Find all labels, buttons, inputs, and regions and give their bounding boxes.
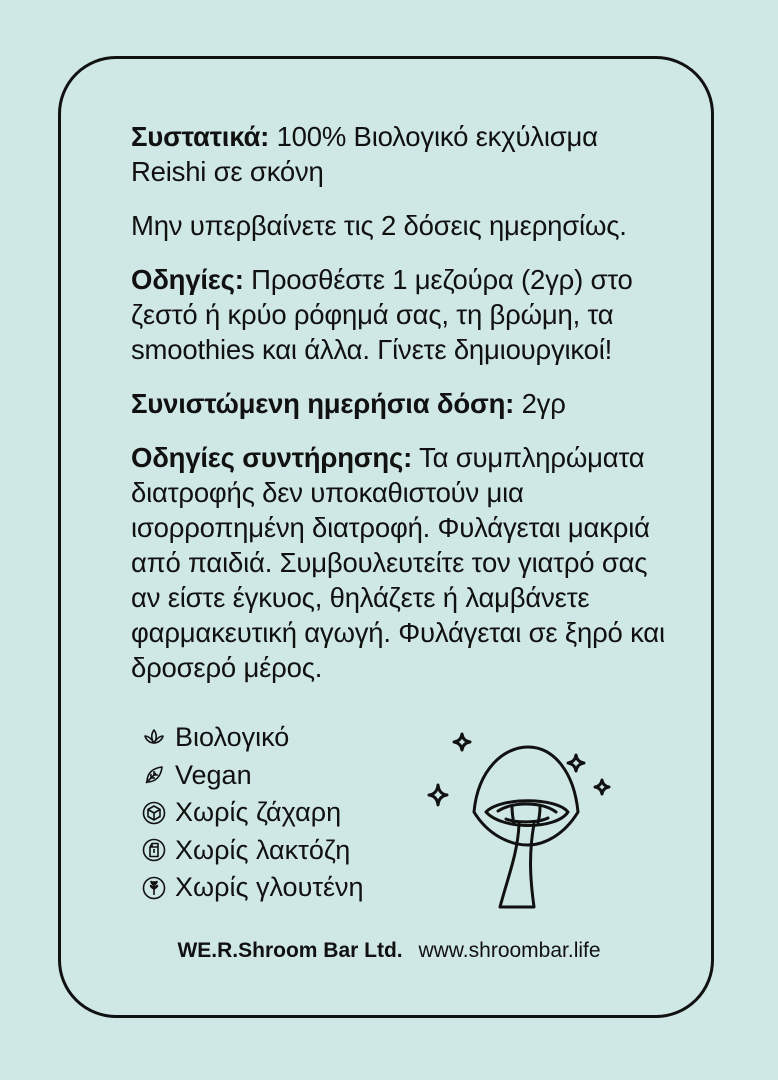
wheat-icon xyxy=(139,873,169,903)
instructions-text: Προσθέστε 1 μεζούρα (2γρ) στο ζεστό ή κρύο ρόφημά σας, τη βρώμη, τα smoothies και άλλα. Γίνετε δημιουργικοί! xyxy=(131,264,633,365)
milk-carton-icon xyxy=(139,835,169,865)
feature-label: Βιολογικό xyxy=(175,722,290,752)
daily-dose-paragraph xyxy=(131,386,671,421)
daily-dose-label: Συνιστώμενη ημερήσια δόση: xyxy=(131,388,515,419)
dosage-warning-paragraph xyxy=(131,208,671,243)
storage-paragraph xyxy=(131,440,671,685)
features-list xyxy=(139,719,364,907)
feature-label: Χωρίς λακτόζη xyxy=(175,834,351,865)
daily-dose-text: 2γρ xyxy=(514,388,566,419)
feature-gluten-free xyxy=(139,869,364,907)
feature-organic xyxy=(139,719,364,757)
feature-label: Χωρίς γλουτένη xyxy=(175,872,364,902)
storage-text: Τα συμπληρώματα διατροφής δεν υποκαθιστούν μια ισορροπημένη διατροφή. Φυλάγεται μακριά από παιδιά. Συμβουλευτείτε τον γιατρό σας αν είστε έγκυος, θηλάζετε ή λαμβάνετε φαρμακευτική αγωγή. Φυλάγεται σε ξηρό και δροσερό μέρος. xyxy=(131,442,665,683)
feature-sugar-free xyxy=(139,794,364,832)
sugar-cube-icon xyxy=(139,798,169,828)
feature-vegan xyxy=(139,757,364,795)
feature-lactose-free xyxy=(139,832,364,870)
instructions-label: Οδηγίες: xyxy=(131,264,244,295)
label-text xyxy=(131,119,671,704)
leaf-lotus-icon xyxy=(139,723,169,753)
instructions-paragraph xyxy=(131,262,671,367)
leaf-icon xyxy=(139,760,169,790)
feature-label: Vegan xyxy=(175,759,252,790)
ingredients-paragraph xyxy=(131,119,671,189)
mushroom-sparkles-icon xyxy=(416,727,616,917)
label-card xyxy=(58,56,714,1018)
storage-label: Οδηγίες συντήρησης: xyxy=(131,442,413,473)
dosage-warning-text: Μην υπερβαίνετε τις 2 δόσεις ημερησίως. xyxy=(131,210,627,241)
feature-label: Χωρίς ζάχαρη xyxy=(175,797,342,827)
company-name: WE.R.Shroom Bar Ltd. xyxy=(177,939,403,962)
ingredients-text: 100% Βιολογικό εκχύλισμα Reishi σε σκόνη xyxy=(131,121,598,187)
footer xyxy=(61,939,717,963)
ingredients-label: Συστατικά: xyxy=(131,121,270,152)
website-link[interactable]: www.shroombar.life xyxy=(418,939,601,962)
